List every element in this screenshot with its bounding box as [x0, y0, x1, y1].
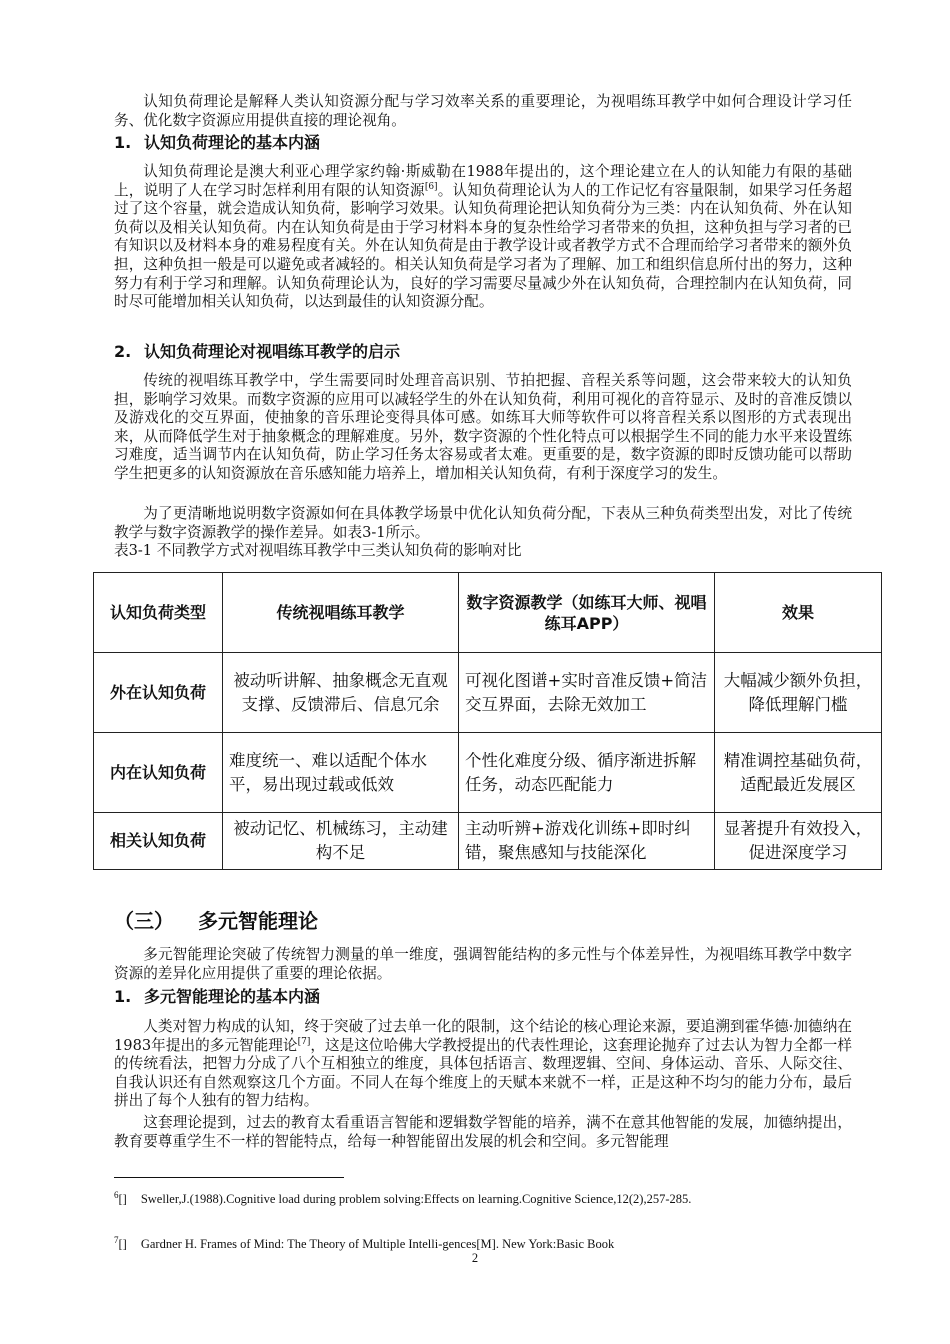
section-title: 认知负荷理论对视唱练耳教学的启示	[144, 342, 401, 361]
table-cell: 被动听讲解、抽象概念无直观支撑、反馈滞后、信息冗余	[223, 653, 459, 733]
section-number: 1.	[114, 133, 132, 152]
table-cell: 显著提升有效投入，促进深度学习	[715, 813, 882, 870]
table-row	[94, 813, 882, 870]
footnote: $^7$[] Gardner H. Frames of Mind: The Theory of Multiple Intelli-gences[M]. New York:Basic Book	[114, 1235, 615, 1252]
table-header-cell: 认知负荷类型	[94, 573, 223, 653]
table-cell: 主动听辨+游戏化训练+即时纠错，聚焦感知与技能深化	[459, 813, 715, 870]
table-cell: 大幅减少额外负担，降低理解门槛	[715, 653, 882, 733]
table-header-row	[94, 573, 882, 653]
intro-paragraph: 认知负荷理论是解释人类认知资源分配与学习效率关系的重要理论，为视唱练耳教学中如何合理设计学习任务、优化数字资源应用提供直接的理论视角。	[114, 93, 852, 129]
section3-paragraph-1: 人类对智力构成的认知，终于突破了过去单一化的限制，这个结论的核心理论来源，要追溯到霍华德·加德纳在1983年提出的多元智能理论[7]，这是这位哈佛大学教授提出的代表性理论，这套理论抛弃了过去认为智力全都一样的传统看法，把智力分成了八个互相独立的维度，具体包括语言、数理逻辑、空间、身体运动、音乐、人际交往、自我认识还有自然观察这几个方面。不同人在每个维度上的天赋本来就不一样，正是这种不均匀的能力分布，最后拼出了每个人独有的智力结构。	[114, 1018, 852, 1110]
section-heading-3-1	[114, 987, 320, 1007]
section-heading-2	[114, 342, 400, 362]
section-heading-3	[114, 908, 318, 934]
section-title: 多元智能理论	[198, 909, 318, 933]
table-cell: 个性化难度分级、循序渐进拆解任务，动态匹配能力	[459, 733, 715, 813]
table-row-header: 相关认知负荷	[94, 813, 223, 870]
table-cell: 精准调控基础负荷，适配最近发展区	[715, 733, 882, 813]
comparison-table	[93, 572, 882, 870]
section3-intro: 多元智能理论突破了传统智力测量的单一维度，强调智能结构的多元性与个体差异性，为视唱练耳教学中数字资源的差异化应用提供了重要的理论依据。	[114, 946, 852, 982]
table-cell: 被动记忆、机械练习，主动建构不足	[223, 813, 459, 870]
section2-paragraph-2: 为了更清晰地说明数字资源如何在具体教学场景中优化认知负荷分配，下表从三种负荷类型出发，对比了传统教学与数字资源教学的操作差异。如表3-1所示。	[114, 505, 852, 541]
table-row	[94, 733, 882, 813]
citation-mark[interactable]: [6]	[424, 181, 438, 192]
table-cell: 难度统一、难以适配个体水平，易出现过载或低效	[223, 733, 459, 813]
table-row-header: 外在认知负荷	[94, 653, 223, 733]
section-number: 1.	[114, 987, 132, 1006]
table-row-header: 内在认知负荷	[94, 733, 223, 813]
section3-paragraph-2: 这套理论提到，过去的教育太看重语言智能和逻辑数学智能的培养，满不在意其他智能的发展，加德纳提出，教育要尊重学生不一样的智能特点，给每一种智能留出发展的机会和空间。多元智能理	[114, 1114, 852, 1150]
footnote: $^6$[] Sweller,J.(1988).Cognitive load during problem solving:Effects on learning.Cognitive Science,12(2),257-285.	[114, 1190, 692, 1207]
section-number: （三）	[114, 909, 174, 933]
section1-paragraph: 认知负荷理论是澳大利亚心理学家约翰·斯威勒在1988年提出的，这个理论建立在人的认知能力有限的基础上，说明了人在学习时怎样利用有限的认知资源[6]。认知负荷理论认为人的工作记忆有容量限制，如果学习任务超过了这个容量，就会造成认知负荷，影响学习效果。认知负荷理论把认知负荷分为三类：内在认知负荷、外在认知负荷以及相关认知负荷。内在认知负荷是由于学习材料本身的复杂性给学习者带来的负担，这种负担与学习者的已有知识以及材料本身的难易程度有关。外在认知负荷是由于教学设计或者教学方式不合理而给学习者带来的额外负担，这种负担一般是可以避免或者减轻的。相关认知负荷是学习者为了理解、加工和组织信息所付出的努力，这种努力有利于学习和理解。认知负荷理论认为，良好的学习需要尽量减少外在认知负荷，合理控制内在认知负荷，同时尽可能增加相关认知负荷，以达到最佳的认知资源分配。	[114, 163, 852, 311]
section-heading-1	[114, 133, 320, 153]
table-header-cell: 效果	[715, 573, 882, 653]
page-number: 2	[471, 1251, 479, 1265]
section-number: 2.	[114, 342, 132, 361]
table-header-cell: 传统视唱练耳教学	[223, 573, 459, 653]
footnote-divider	[114, 1177, 344, 1178]
section-title: 多元智能理论的基本内涵	[144, 987, 321, 1006]
table-row	[94, 653, 882, 733]
section2-paragraph-1: 传统的视唱练耳教学中，学生需要同时处理音高识别、节拍把握、音程关系等问题，这会带来较大的认知负担，影响学习效果。而数字资源的应用可以减轻学生的外在认知负荷，利用可视化的音符显示、及时的音准反馈以及游戏化的交互界面，使抽象的音乐理论变得具体可感。如练耳大师等软件可以将音程关系以图形的方式表现出来，从而降低学生对于抽象概念的理解难度。另外，数字资源的个性化特点可以根据学生不同的能力水平来设置练习难度，适当调节内在认知负荷，防止学习任务太容易或者太难。更重要的是，数字资源的即时反馈功能可以帮助学生把更多的认知资源放在音乐感知能力培养上，增加相关认知负荷，有利于深度学习的发生。	[114, 372, 852, 482]
table-header-cell: 数字资源教学（如练耳大师、视唱练耳APP）	[459, 573, 715, 653]
table-cell: 可视化图谱+实时音准反馈+简洁交互界面，去除无效加工	[459, 653, 715, 733]
table-caption: 表3-1 不同教学方式对视唱练耳教学中三类认知负荷的影响对比	[114, 542, 522, 559]
section-title: 认知负荷理论的基本内涵	[144, 133, 321, 152]
citation-mark[interactable]: [7]	[297, 1036, 311, 1047]
